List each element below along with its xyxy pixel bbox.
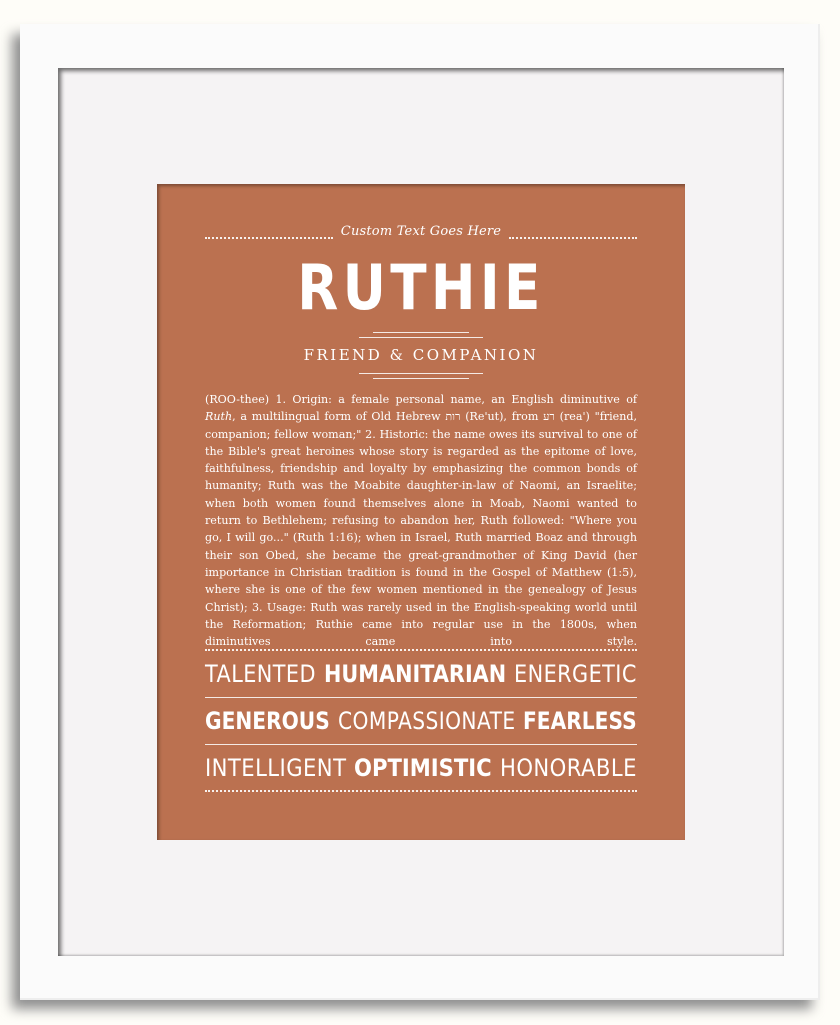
- pronunciation: (ROO-thee): [205, 393, 270, 406]
- traits-top-dots: [205, 649, 637, 651]
- trait: GENEROUS: [205, 707, 330, 735]
- definition-body: , a multilingual form of Old Hebrew רות (Re'ut), from רע (rea') "friend, companion; fellow woman;" 2. Historic: the name owes its survival to one of the Bible's great heroines whose story is regarded as the epitome of love, faithfulness, friendship and loyalty by emphasizing the common bonds of humanity; Ruth was the Moabite daughter-in-law of Naomi, an Israelite; when both women found themselves alone in Moab, Naomi wanted to return to Bethlehem; refusing to abandon her, Ruth followed: "Where you go, I will go..." (Ruth 1:16); when in Israel, Ruth married Boaz and through their son Obed, she became the great-grandmother of King David (her importance in Christian tradition is found in the Gospel of Matthew (1:5), where she is one of the few women mentioned in the genealogy of Jesus Christ); 3. Usage: Ruth was rarely used in the English-speaking world until the Reformation; Ruthie came into regular use in the 1800s, when diminutives came into style.: [205, 410, 637, 649]
- traits-row-2: [205, 701, 637, 741]
- trait: HUMANITARIAN: [323, 660, 507, 688]
- traits-row-3: [205, 748, 637, 788]
- rule-above-subtitle-1: [373, 332, 469, 333]
- trait: FEARLESS: [523, 707, 637, 735]
- traits-rule-2: [205, 744, 637, 745]
- rule-below-subtitle-1: [359, 373, 483, 374]
- trait: INTELLIGENT: [205, 754, 347, 782]
- name-definition: [205, 391, 637, 650]
- trait: COMPASSIONATE: [337, 707, 516, 735]
- subtitle: FRIEND & COMPANION: [303, 346, 539, 364]
- traits-bottom-dots: [205, 790, 637, 792]
- name-title: RUTHIE: [297, 251, 545, 324]
- rule-below-subtitle-2: [373, 378, 469, 379]
- traits-row-1: [205, 654, 637, 694]
- traits-rule-1: [205, 697, 637, 698]
- rule-above-subtitle-2: [359, 337, 483, 338]
- trait: ENERGETIC: [514, 660, 638, 688]
- definition-ruth: Ruth: [205, 410, 233, 424]
- trait: HONORABLE: [500, 754, 638, 782]
- trait: OPTIMISTIC: [354, 754, 493, 782]
- custom-text: Custom Text Goes Here: [340, 224, 502, 239]
- name-print: [157, 184, 685, 840]
- definition-origin: 1. Origin: a female personal name, an English diminutive of: [275, 393, 637, 406]
- trait: TALENTED: [205, 660, 316, 688]
